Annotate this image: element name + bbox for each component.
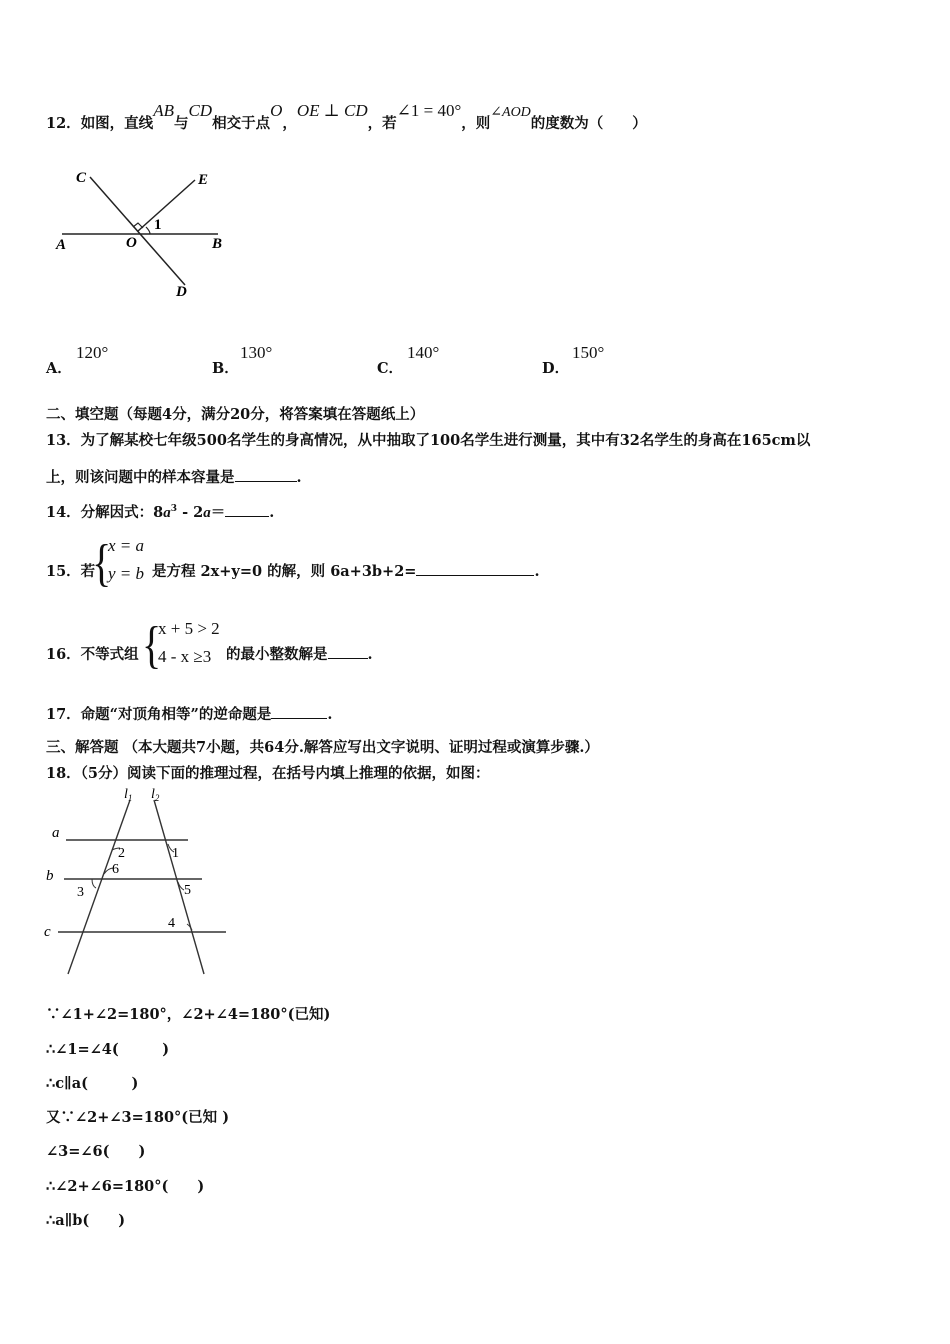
label-l2: $l_2$ (151, 787, 160, 803)
q12-math-ab: AB (153, 101, 174, 120)
label-b: b (46, 868, 54, 884)
label-c: c (44, 924, 51, 940)
q12-math-angle1: ∠1 = 40° (396, 101, 462, 120)
q12-option-c-label[interactable]: C． (377, 360, 404, 377)
q18-step-6[interactable]: ∴∠2+∠6=180°( ) (46, 1178, 205, 1195)
q14-prefix: 14．分解因式：8 (46, 504, 164, 521)
q14-var-a2: a (203, 505, 211, 521)
q13-line1: 13．为了解某校七年级500名学生的身高情况，从中抽取了100名学生进行测量，其中有32名学生的身高在165cm以 (46, 432, 811, 449)
q16-prefix: 16．不等式组 (46, 646, 139, 663)
q12-option-a-label[interactable]: A． (46, 360, 72, 377)
q18-step-2[interactable]: ∴∠1=∠4( ) (46, 1041, 170, 1058)
q15-period: . (534, 563, 540, 580)
q12-option-d-label[interactable]: D． (542, 360, 570, 377)
q14-answer-blank[interactable] (225, 504, 269, 517)
q15-row1: x = a (108, 536, 145, 555)
q17-text: 17．命题“对顶角相等”的逆命题是 (46, 706, 272, 723)
label-angle-6: 6 (112, 862, 119, 877)
q12-text: ， (282, 115, 297, 132)
q17-period: . (327, 706, 333, 723)
q14-var-a: a (163, 505, 171, 521)
label-c: C (76, 170, 87, 186)
q15-prefix: 15．若 (46, 563, 96, 580)
q16-period: . (367, 646, 373, 663)
q12-option-d-value: 150° (572, 343, 605, 362)
q12-option-b-value: 130° (240, 343, 273, 362)
q15-answer-blank[interactable] (416, 563, 534, 576)
label-angle-1: 1 (154, 217, 162, 233)
q14-period: . (269, 504, 275, 521)
q13-text: 上，则该问题中的样本容量是 (46, 469, 235, 486)
label-angle-1: 1 (172, 846, 179, 861)
q18-step-1: ∵∠1+∠2=180°，∠2+∠4=180°(已知) (46, 1006, 331, 1023)
q12-number: 12． (46, 115, 81, 132)
q18-intro: 18．（5分）阅读下面的推理过程，在括号内填上推理的依据，如图： (46, 765, 490, 782)
q18-step-4: 又∵∠2+∠3=180°(已知 ) (46, 1109, 230, 1126)
q16-text-line (226, 643, 373, 664)
label-e: E (198, 172, 209, 188)
q18-figure (40, 782, 240, 982)
q12-math-oe-perp-cd: OE ⊥ CD (296, 101, 368, 120)
section-3-heading: 三、解答题 （本大题共7小题，共64分.解答应写出文字说明、证明过程或演算步骤.） (46, 739, 599, 756)
label-d: D (176, 284, 187, 300)
label-a: A (56, 237, 67, 253)
label-angle-2: 2 (118, 846, 125, 861)
label-angle-4: 4 (168, 916, 175, 931)
q15-text-line (152, 560, 540, 581)
q12-text: 相交于点 (212, 115, 271, 132)
q12-text: ，若 (367, 115, 397, 132)
q16-brace: { (142, 615, 162, 674)
q14-exponent: 3 (170, 504, 178, 515)
q13-line2 (46, 466, 302, 487)
q18-step-7[interactable]: ∴a∥b( ) (46, 1212, 126, 1229)
line-cd (90, 177, 185, 285)
label-l1: $l_1$ (124, 787, 133, 803)
label-a: a (52, 825, 60, 841)
q12-text: 与 (173, 115, 189, 132)
q12-option-c-value: 140° (407, 343, 440, 362)
q12-text: ，则 (461, 115, 491, 132)
q12-text: 的度数为（ ） (530, 115, 647, 132)
q13-period: . (296, 469, 302, 486)
label-angle-5: 5 (184, 883, 191, 898)
label-angle-3: 3 (77, 885, 84, 900)
q12-figure (40, 165, 240, 305)
q14 (46, 501, 274, 522)
q18-step-5[interactable]: ∠3=∠6( ) (46, 1143, 146, 1160)
q12-math-o: O (270, 101, 283, 120)
q12-option-a-value: 120° (76, 343, 109, 362)
q16-row2: 4 - x ≥3 (158, 647, 212, 666)
q15-text: 是方程 2x+y=0 的解，则 6a+3b+2= (152, 563, 417, 580)
q17 (46, 703, 332, 724)
q12-text: 如图，直线 (80, 115, 154, 132)
q14-mid: - 2 (177, 504, 204, 521)
q16-text: 的最小整数解是 (226, 646, 328, 663)
ray-oe (138, 180, 195, 231)
q16-row1: x + 5 > 2 (158, 619, 220, 638)
q12-math-aod: ∠AOD (490, 105, 531, 120)
q17-answer-blank[interactable] (271, 706, 327, 719)
q14-suffix: ＝ (210, 504, 226, 521)
q15-row2: y = b (108, 564, 145, 583)
q12-stem (46, 101, 647, 133)
angle-1-arc (146, 227, 150, 234)
line-l2 (154, 800, 204, 974)
label-o: O (126, 235, 137, 251)
q16-answer-blank[interactable] (328, 646, 368, 659)
label-b: B (212, 236, 223, 252)
q12-option-b-label[interactable]: B． (212, 360, 239, 377)
q15-brace: { (92, 533, 112, 592)
q18-step-3[interactable]: ∴c∥a( ) (46, 1075, 139, 1092)
q13-answer-blank[interactable] (235, 469, 297, 482)
section-2-heading: 二、填空题（每题4分，满分20分，将答案填在答题纸上） (46, 406, 425, 423)
q12-math-cd: CD (188, 101, 213, 120)
angle-3-arc (92, 879, 96, 888)
